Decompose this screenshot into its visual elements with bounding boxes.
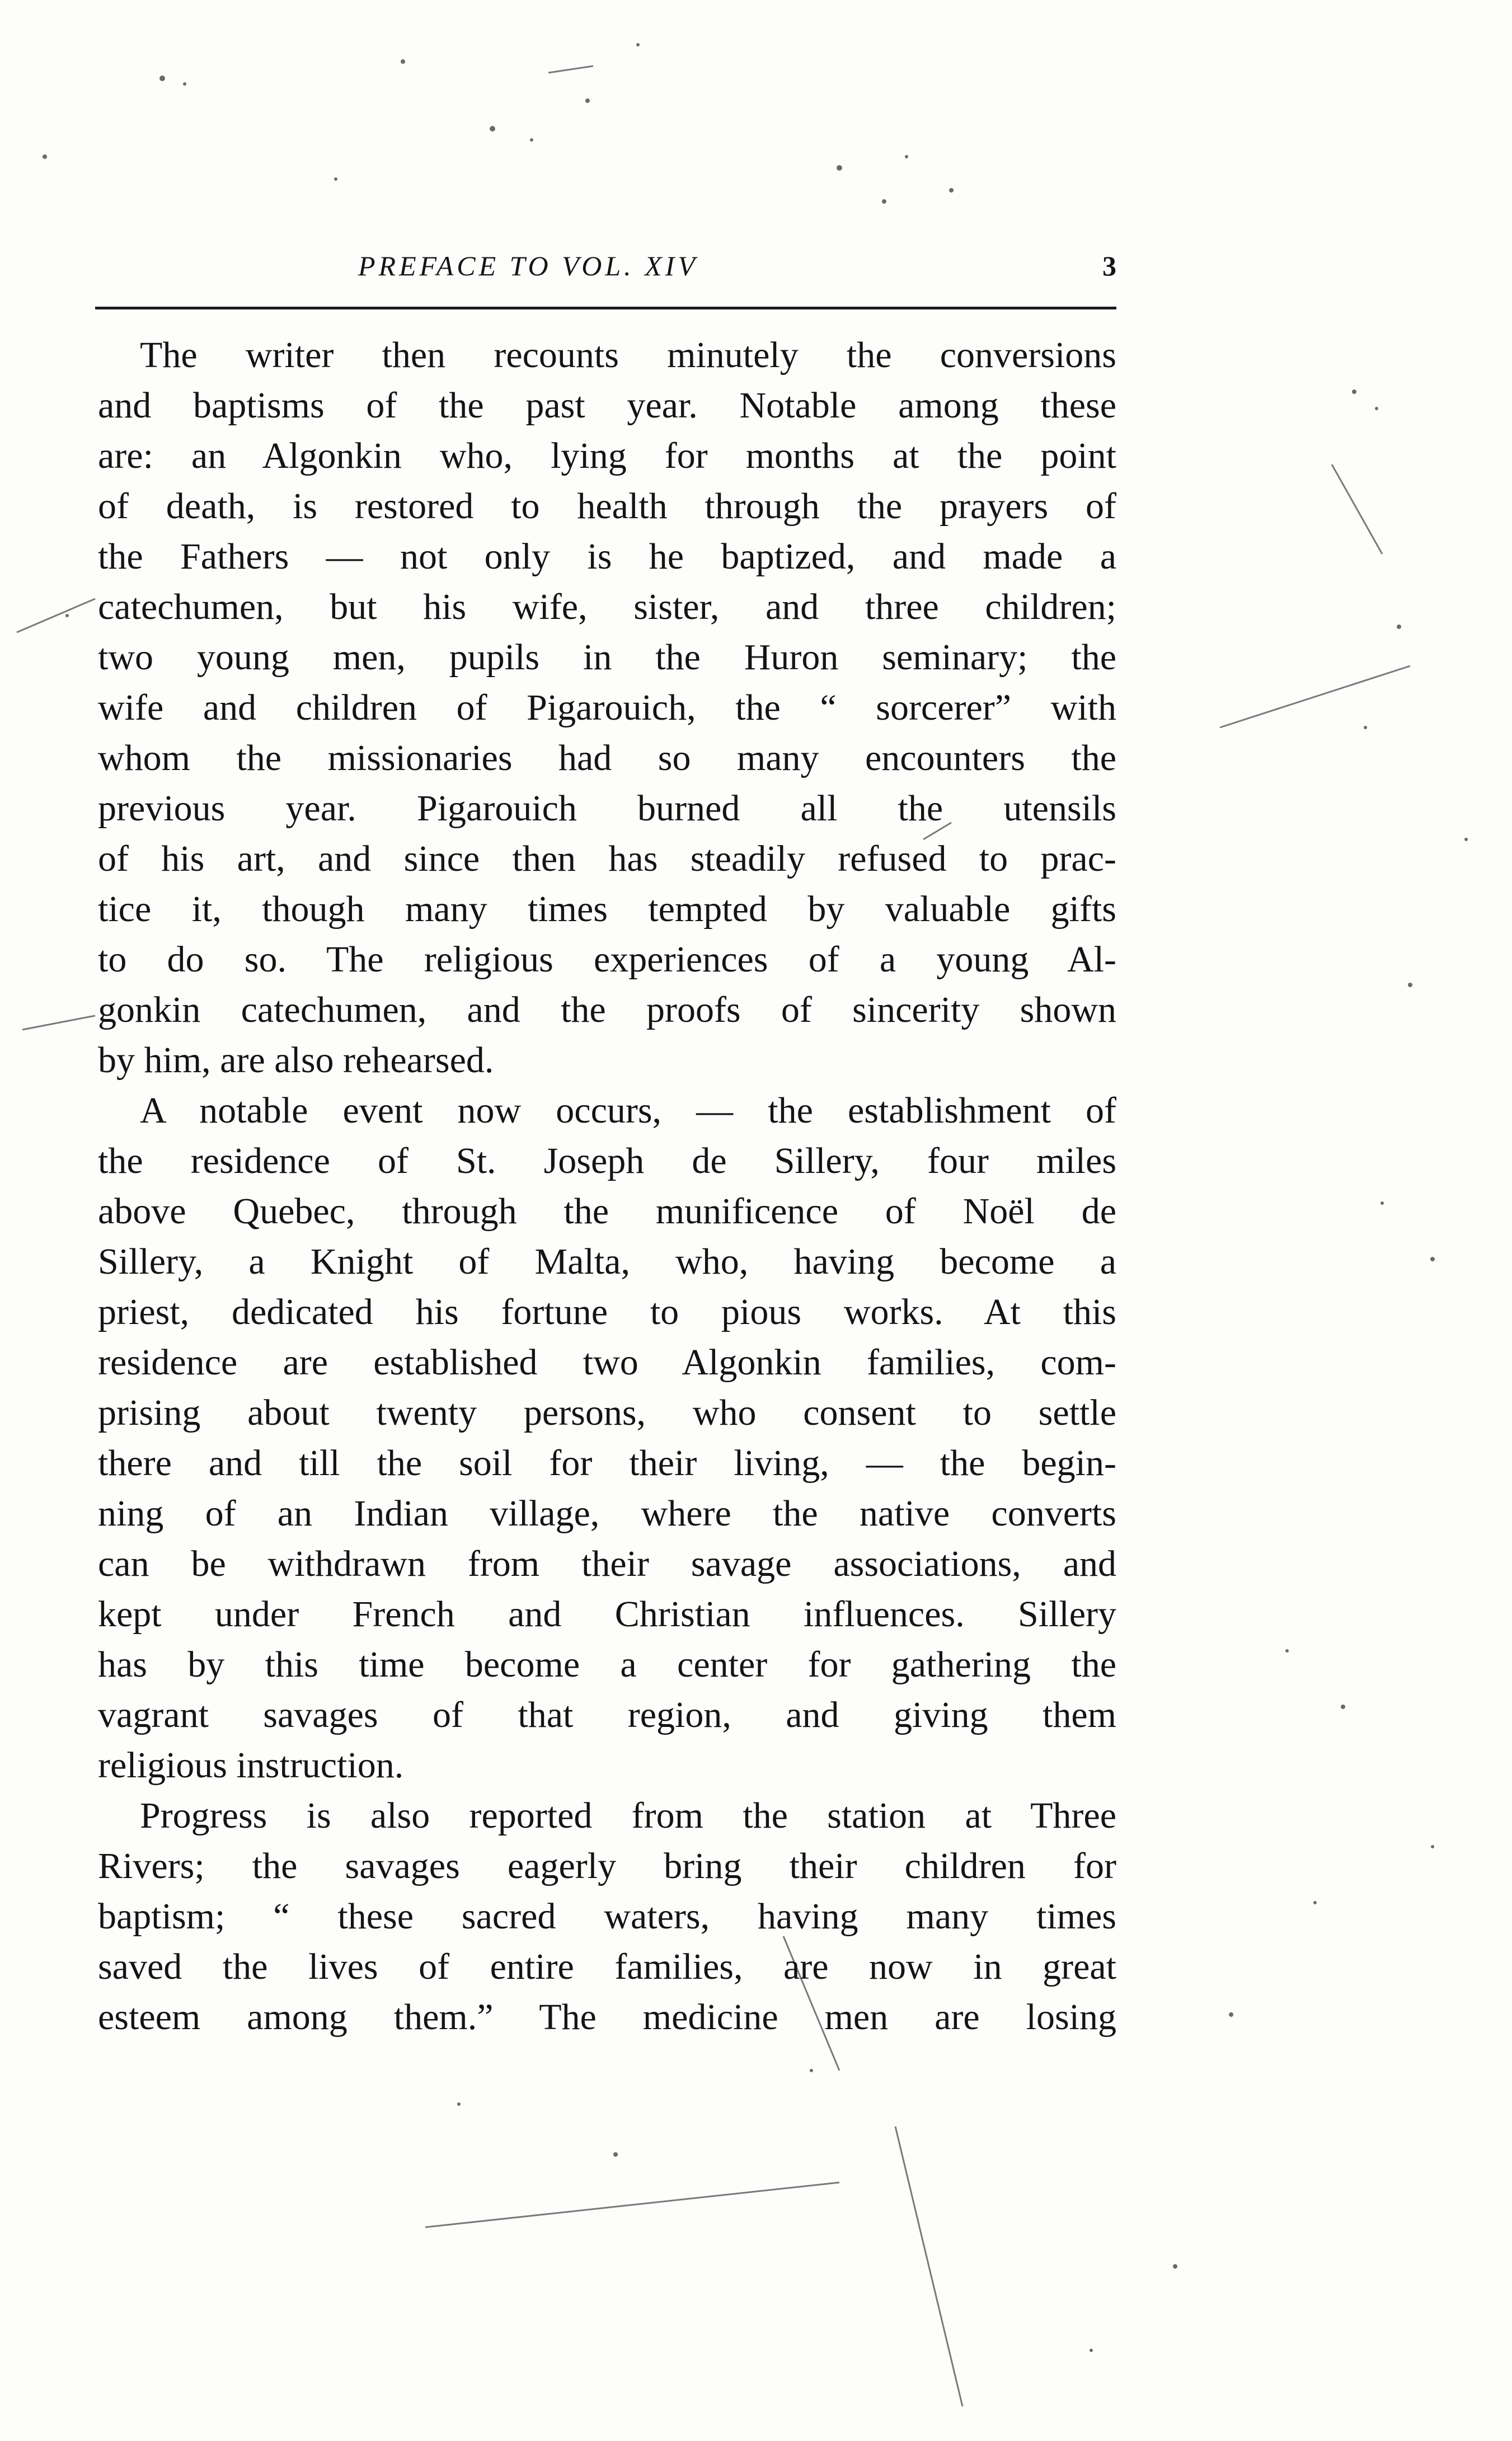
text-line: by him, are also rehearsed. — [98, 1040, 494, 1081]
text-line: kept under French and Christian influences. Sillery — [98, 1594, 1116, 1635]
paragraph-3 — [98, 1791, 1116, 2043]
text-line: Progress is also reported from the station at Three — [140, 1795, 1116, 1836]
text-line: has by this time become a center for gathering the — [98, 1644, 1116, 1685]
header-rule — [95, 307, 1116, 309]
text-line: Sillery, a Knight of Malta, who, having become a — [98, 1241, 1116, 1282]
text-line: catechumen, but his wife, sister, and three children; — [98, 586, 1116, 627]
text-line: residence are established two Algonkin families, com- — [98, 1342, 1116, 1383]
text-line: vagrant savages of that region, and giving them — [98, 1694, 1116, 1735]
text-line: gonkin catechumen, and the proofs of sincerity shown — [98, 989, 1116, 1030]
page-number: 3 — [1102, 250, 1116, 281]
text-line: are: an Algonkin who, lying for months at the point — [98, 435, 1116, 476]
text-line: there and till the soil for their living, — the begin- — [98, 1443, 1116, 1484]
text-line: tice it, though many times tempted by valuable gifts — [98, 889, 1116, 930]
text-line: whom the missionaries had so many encounters the — [98, 738, 1116, 778]
text-line: can be withdrawn from their savage associations, and — [98, 1543, 1116, 1584]
text-line: priest, dedicated his fortune to pious works. At this — [98, 1292, 1116, 1332]
text-line: above Quebec, through the munificence of Noël de — [98, 1191, 1116, 1232]
paragraph-2 — [98, 1086, 1116, 1791]
text-line: Rivers; the savages eagerly bring their children for — [98, 1846, 1116, 1886]
text-line: A notable event now occurs, — the establishment of — [140, 1090, 1116, 1131]
paragraph-1 — [98, 330, 1116, 1086]
body-text — [98, 330, 1116, 2043]
text-line: the residence of St. Joseph de Sillery, four miles — [98, 1140, 1116, 1181]
text-line: the Fathers — not only is he baptized, and made a — [98, 536, 1116, 577]
text-line: and baptisms of the past year. Notable among these — [98, 385, 1116, 426]
text-line: of death, is restored to health through the prayers of — [98, 486, 1116, 527]
running-title: PREFACE TO VOL. XIV — [358, 250, 698, 281]
text-line: wife and children of Pigarouich, the “ sorcerer” with — [98, 687, 1116, 728]
text-line: of his art, and since then has steadily refused to prac- — [98, 838, 1116, 879]
text-line: esteem among them.” The medicine men are losing — [98, 1997, 1116, 2038]
text-line: religious instruction. — [98, 1745, 404, 1786]
text-line: previous year. Pigarouich burned all the utensils — [98, 788, 1116, 829]
text-line: ning of an Indian village, where the native converts — [98, 1493, 1116, 1534]
text-line: The writer then recounts minutely the conversions — [140, 335, 1116, 375]
text-line: to do so. The religious experiences of a young Al- — [98, 939, 1116, 980]
text-line: two young men, pupils in the Huron seminary; the — [98, 637, 1116, 678]
text-line: prising about twenty persons, who consent to settle — [98, 1392, 1116, 1433]
text-line: baptism; “ these sacred waters, having many times — [98, 1896, 1116, 1937]
text-line: saved the lives of entire families, are now in great — [98, 1946, 1116, 1987]
running-header — [95, 246, 1116, 285]
